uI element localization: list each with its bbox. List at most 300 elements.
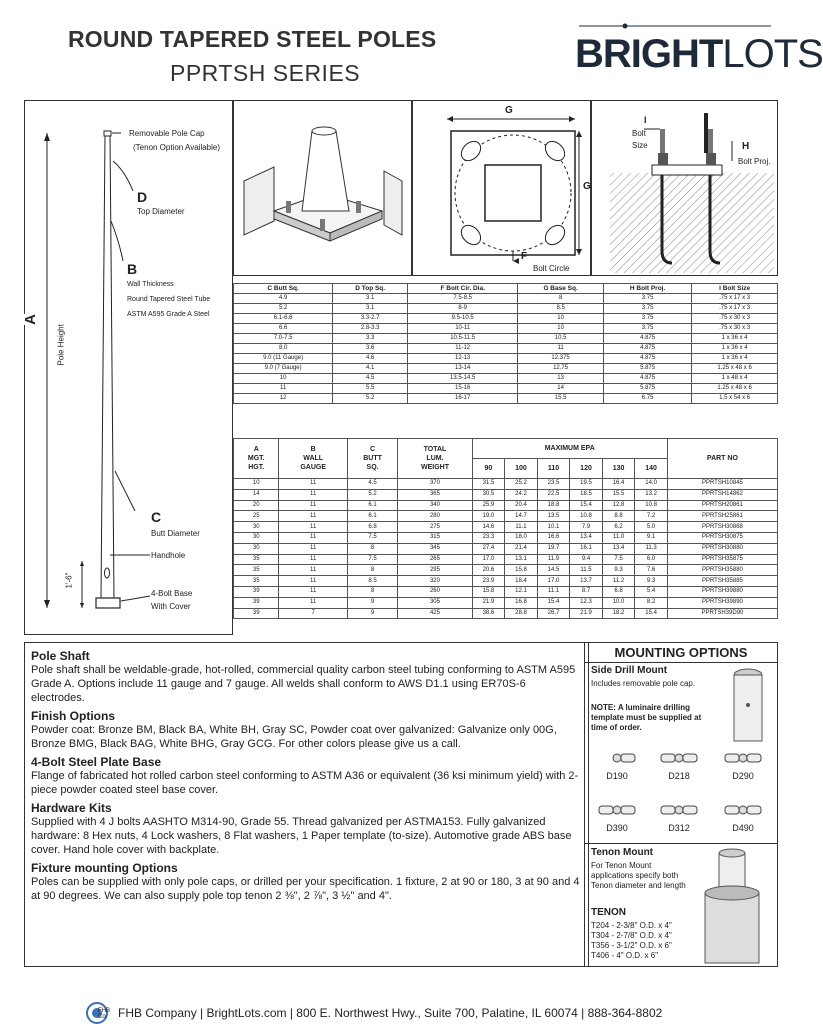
table-cell: 9.1	[635, 532, 668, 543]
table-cell: 12.8	[602, 500, 635, 511]
table-cell: 10.5	[518, 334, 604, 344]
bolt-label: Bolt	[632, 129, 646, 138]
table-cell: 4.5	[333, 374, 408, 384]
table-cell: 7.5	[602, 554, 635, 565]
table-cell: 35	[234, 565, 279, 576]
table-row	[234, 554, 778, 565]
table-cell: 4.875	[603, 374, 691, 384]
mounting-title: MOUNTING OPTIONS	[585, 643, 777, 663]
side-drill-text: Includes removable pole cap.	[591, 679, 696, 688]
table-cell: 1.25 x 48 x 6	[692, 384, 778, 394]
table-cell: PPRTSH39D90	[667, 608, 777, 619]
mount-label: D490	[732, 823, 754, 833]
table-cell: 1.5 x 54 x 6	[692, 394, 778, 404]
table-cell: 17.0	[537, 576, 570, 587]
epa-col: 120	[570, 459, 603, 479]
table-cell: 25.2	[505, 479, 538, 490]
fhb-logo-text: FHB Co.	[98, 1008, 110, 1020]
table-cell: 15.4	[570, 500, 603, 511]
table-cell: 315	[398, 532, 472, 543]
table-row	[234, 344, 778, 354]
b-letter: B	[127, 261, 138, 277]
side-drill-heading: Side Drill Mount	[591, 665, 668, 676]
table-cell: 14	[518, 384, 604, 394]
table-cell: 6.0	[635, 554, 668, 565]
tenon-option: T356 - 3-1/2" O.D. x 6"	[591, 941, 672, 950]
table-cell: 21.9	[472, 597, 505, 608]
d-letter: D	[137, 189, 148, 205]
table-cell: 365	[398, 489, 472, 500]
table-row	[234, 489, 778, 500]
table-row	[234, 374, 778, 384]
table-row	[234, 304, 778, 314]
table-cell: 5.2	[347, 489, 397, 500]
mount-d312	[651, 799, 707, 833]
f-label: F	[521, 251, 528, 262]
finish-heading: Finish Options	[31, 709, 115, 723]
table-cell: 9.4	[570, 554, 603, 565]
table-cell: 11	[279, 500, 347, 511]
mount-d390	[589, 799, 645, 833]
table-cell: 11.9	[537, 554, 570, 565]
bolt-section-box	[591, 100, 778, 276]
table-cell: 6.8	[602, 586, 635, 597]
table-cell: 13.2	[635, 489, 668, 500]
table-cell: 8	[518, 294, 604, 304]
table-cell: 11	[234, 384, 333, 394]
table-cell: 22.5	[537, 489, 570, 500]
table-cell: 7.5-8.5	[408, 294, 518, 304]
g-side-label: G	[583, 181, 591, 192]
table-cell: 19.5	[570, 479, 603, 490]
fhb-logo	[86, 1002, 116, 1029]
table-cell: 11	[279, 586, 347, 597]
pole-spec-table	[233, 438, 778, 619]
col-mgt-hgt: A MGT. HGT.	[234, 439, 279, 479]
table-cell: 25.9	[472, 500, 505, 511]
table-cell: 11.1	[505, 522, 538, 533]
table-cell: 18.2	[602, 608, 635, 619]
table-cell: 20.6	[472, 565, 505, 576]
specifications-box	[24, 642, 589, 967]
table-cell: 12.375	[518, 354, 604, 364]
table-cell: 15.4	[635, 608, 668, 619]
table-cell: 11	[279, 554, 347, 565]
table-row	[234, 565, 778, 576]
side-drill-note: NOTE: A luminaire drilling template must be supplied at time of order.	[591, 703, 702, 732]
page-title: ROUND TAPERED STEEL POLES	[68, 26, 437, 52]
table-cell: 5.2	[333, 394, 408, 404]
table-cell: PPRTSH35880	[667, 565, 777, 576]
table-cell: 275	[398, 522, 472, 533]
table-cell: PPRTSH25861	[667, 511, 777, 522]
table-cell: 11	[518, 344, 604, 354]
mount-d218	[651, 747, 707, 781]
logo-bold: BRIGHT	[575, 32, 723, 76]
table-cell: 21.9	[570, 608, 603, 619]
table-cell: 8	[347, 565, 397, 576]
mount-icon	[651, 799, 707, 821]
table-cell: 11-12	[408, 344, 518, 354]
table-cell: 13.5	[537, 511, 570, 522]
col-butt-sq: C BUTT SQ.	[347, 439, 397, 479]
table-cell: 12.75	[518, 364, 604, 374]
table-cell: 4.1	[333, 364, 408, 374]
table-cell: 23.9	[472, 576, 505, 587]
table-cell: 10.1	[537, 522, 570, 533]
table-cell: 14.6	[472, 522, 505, 533]
t1-header: F Bolt Cir. Dia.	[408, 284, 518, 294]
tenon-mount-heading: Tenon Mount	[591, 847, 654, 858]
g-top-label: G	[505, 105, 513, 116]
brightlots-logo	[575, 24, 823, 80]
table-row	[234, 364, 778, 374]
mounting-options-box	[584, 642, 778, 967]
table-cell: 30.5	[472, 489, 505, 500]
table-cell: 8.8	[602, 511, 635, 522]
table-cell: 5.0	[635, 522, 668, 533]
table-cell: 14	[234, 489, 279, 500]
hardware-text: Supplied with 4 J bolts AASHTO M314-90, Grade 55. Thread galvanized per ASTMA153. Fully galvanized hardware: 8 Hex nuts, 4 Lock washers, 8 Flat washers, 1 Paper template (to-size). Automotive grade ABS base cover. Hand hole cover with backplate.	[31, 816, 572, 856]
mount-label: D218	[668, 771, 690, 781]
logo-light: LOTS	[722, 32, 823, 76]
table-cell: 5.875	[603, 364, 691, 374]
table-cell: 2.8-3.3	[333, 324, 408, 334]
table-cell: 15.8	[472, 586, 505, 597]
table-cell: 27.4	[472, 543, 505, 554]
table-cell: 16.8	[505, 597, 538, 608]
table-cell: 15.4	[537, 597, 570, 608]
mount-d290	[715, 747, 771, 781]
side-drill-pole-icon	[723, 665, 773, 745]
table-cell: 15.8	[505, 565, 538, 576]
epa-col: 90	[472, 459, 505, 479]
table-cell: 14.7	[505, 511, 538, 522]
table-cell: PPRTSH30875	[667, 532, 777, 543]
table-cell: 3.1	[333, 304, 408, 314]
table-cell: 8.7	[570, 586, 603, 597]
table-cell: .75 x 17 x 3	[692, 294, 778, 304]
table-cell: 10-11	[408, 324, 518, 334]
table-cell: 19.0	[472, 511, 505, 522]
table-cell: 13.7	[570, 576, 603, 587]
base-dimensions-table	[233, 283, 778, 404]
table-row	[234, 314, 778, 324]
table-cell: 19.7	[537, 543, 570, 554]
t1-header: G Base Sq.	[518, 284, 604, 294]
table-cell: 11	[279, 489, 347, 500]
mount-icon	[715, 747, 771, 769]
table-row	[234, 294, 778, 304]
table-cell: 320	[398, 576, 472, 587]
table-cell: PPRTSH35885	[667, 576, 777, 587]
table-cell: 260	[398, 586, 472, 597]
table-cell: 5.4	[635, 586, 668, 597]
table-cell: 3.1	[333, 294, 408, 304]
tenon-pole-icon	[693, 849, 773, 965]
table-cell: 30	[234, 522, 279, 533]
table-cell: 5.875	[603, 384, 691, 394]
a-letter: A	[21, 314, 39, 325]
table-cell: 9	[347, 608, 397, 619]
table-cell: 12	[234, 394, 333, 404]
table-cell: 3.3-2.7	[333, 314, 408, 324]
table-cell: 11.1	[537, 586, 570, 597]
table-cell: 265	[398, 554, 472, 565]
table-cell: 18.0	[505, 532, 538, 543]
table-cell: 14.0	[635, 479, 668, 490]
table-cell: 11	[279, 576, 347, 587]
table-cell: 4.5	[347, 479, 397, 490]
table-row	[234, 597, 778, 608]
table-cell: 10	[518, 314, 604, 324]
table-cell: 8.5	[518, 304, 604, 314]
base-plan-drawing	[413, 101, 589, 275]
table-cell: PPRTSH20861	[667, 500, 777, 511]
base-text: Flange of fabricated hot rolled carbon steel conforming to ASTM A36 or equivalent (36 ksi minimum yield) with 2-piece powder coated steel base cover.	[31, 770, 579, 796]
table-cell: 11.0	[602, 532, 635, 543]
table-cell: 7.5	[347, 554, 397, 565]
table-cell: 13.4	[602, 543, 635, 554]
table-cell: .75 x 17 x 3	[692, 304, 778, 314]
table-cell: 3.75	[603, 324, 691, 334]
tenon-heading: TENON	[591, 907, 626, 918]
table-cell: 3.3	[333, 334, 408, 344]
base-height-label: 1'-6"	[64, 572, 74, 589]
table-row	[234, 334, 778, 344]
table-cell: 15.5	[602, 489, 635, 500]
tube-label: Round Tapered Steel Tube	[127, 296, 211, 303]
table-cell: 1 x 36 x 4	[692, 334, 778, 344]
table-cell: 23.5	[537, 479, 570, 490]
table-cell: PPRTSH14862	[667, 489, 777, 500]
table-cell: 26.7	[537, 608, 570, 619]
col-wall-gauge: B WALL GAUGE	[279, 439, 347, 479]
table-cell: 10	[234, 374, 333, 384]
cover-label: With Cover	[151, 602, 191, 611]
table-cell: 18.4	[505, 576, 538, 587]
table-cell: 28.8	[505, 608, 538, 619]
table-cell: 11	[279, 597, 347, 608]
table-cell: 25	[234, 511, 279, 522]
table-cell: 7.6	[635, 565, 668, 576]
table-cell: 20	[234, 500, 279, 511]
table-cell: 8.5	[347, 576, 397, 587]
mount-d490	[715, 799, 771, 833]
table-cell: 6.2	[602, 522, 635, 533]
tenon-option: T204 - 2-3/8" O.D. x 4"	[591, 921, 672, 930]
table-cell: 1 x 36 x 4	[692, 344, 778, 354]
tenon-mount-text: For Tenon Mount applications specify both Tenon diameter and length	[591, 861, 686, 890]
epa-col: 140	[635, 459, 668, 479]
table-cell: 12.1	[505, 586, 538, 597]
table-cell: 11	[279, 532, 347, 543]
table-cell: 3.75	[603, 314, 691, 324]
mount-icon	[715, 799, 771, 821]
table-cell: 39	[234, 608, 279, 619]
table-cell: 7.0-7.5	[234, 334, 333, 344]
i-label: I	[644, 115, 647, 125]
table-cell: 9.5-10.5	[408, 314, 518, 324]
table-cell: .75 x 30 x 3	[692, 314, 778, 324]
table-row	[234, 354, 778, 364]
table-cell: 6.6	[234, 324, 333, 334]
table-cell: 9	[347, 597, 397, 608]
table-cell: 9.0 (11 Gauge)	[234, 354, 333, 364]
table-cell: 11.2	[602, 576, 635, 587]
table-cell: 12-13	[408, 354, 518, 364]
size-label: Size	[632, 141, 648, 150]
t1-header: I Bolt Size	[692, 284, 778, 294]
table-cell: 39	[234, 586, 279, 597]
bolt-proj-label: Bolt Proj.	[738, 157, 771, 166]
table-cell: 10	[234, 479, 279, 490]
table-cell: 4.6	[333, 354, 408, 364]
table-cell: 30	[234, 543, 279, 554]
mount-label: D390	[606, 823, 628, 833]
table-cell: 4.875	[603, 354, 691, 364]
table-row	[234, 384, 778, 394]
table-cell: 11	[279, 511, 347, 522]
table-cell: 13-14	[408, 364, 518, 374]
table-cell: 3.75	[603, 304, 691, 314]
table-cell: 1 x 48 x 4	[692, 374, 778, 384]
logo-bulb-icon	[575, 24, 775, 80]
base-plan-box	[412, 100, 591, 276]
base-iso-box	[233, 100, 412, 276]
table-cell: 12.3	[570, 597, 603, 608]
table-cell: 10.5-11.5	[408, 334, 518, 344]
table-cell: 7.9	[570, 522, 603, 533]
epa-col: 100	[505, 459, 538, 479]
t1-header: H Bolt Proj.	[603, 284, 691, 294]
col-part-no: PART NO	[667, 439, 777, 479]
table-cell: 13.5-14.5	[408, 374, 518, 384]
astm-label: ASTM A595 Grade A Steel	[127, 311, 210, 318]
table-cell: 8	[347, 543, 397, 554]
table-cell: 4.9	[234, 294, 333, 304]
table-cell: 8.2	[635, 597, 668, 608]
table-cell: PPRTSH39880	[667, 586, 777, 597]
table-cell: 305	[398, 597, 472, 608]
table-cell: 13.4	[570, 532, 603, 543]
table-cell: 295	[398, 565, 472, 576]
hardware-heading: Hardware Kits	[31, 801, 112, 815]
table-cell: PPRTSH30868	[667, 522, 777, 533]
table-cell: 7.2	[635, 511, 668, 522]
table-cell: 16.6	[537, 532, 570, 543]
epa-col: 130	[602, 459, 635, 479]
table-row	[234, 608, 778, 619]
table-cell: 10	[518, 324, 604, 334]
table-row	[234, 522, 778, 533]
table-cell: 8	[347, 586, 397, 597]
table-cell: 5.5	[333, 384, 408, 394]
table-cell: 280	[398, 511, 472, 522]
tenon-option: T304 - 2-7/8" O.D. x 4"	[591, 931, 672, 940]
table-cell: 17.0	[472, 554, 505, 565]
table-cell: 18.5	[570, 489, 603, 500]
table-cell: 13	[518, 374, 604, 384]
finish-text: Powder coat: Bronze BM, Black BA, White BH, Gray SC, Powder coat over galvanized: Galvanize only 00G, Bronze BMG, Black BAG, White BHG, Gray GCG. For other colors please give us a call.	[31, 724, 557, 750]
table-row	[234, 511, 778, 522]
table-cell: 7.5	[347, 532, 397, 543]
epa-col: 110	[537, 459, 570, 479]
table-cell: 16.1	[570, 543, 603, 554]
wall-thickness-label: Wall Thickness	[127, 281, 174, 288]
table-cell: 11	[279, 522, 347, 533]
fixture-text: Poles can be supplied with only pole caps, or drilled per your specification. 1 fixture, 2 at 90 or 180, 3 at 90 and 4 at 90 degrees. We can also supply pole top tenon 2 ⅜", 2 ⅞", 3 ½" and 4".	[31, 876, 580, 902]
tenon-option-label: (Tenon Option Available)	[133, 143, 221, 152]
col-weight: TOTAL LUM. WEIGHT	[398, 439, 472, 479]
table-cell: 9.3	[635, 576, 668, 587]
table-cell: 4.875	[603, 334, 691, 344]
table-cell: 7	[279, 608, 347, 619]
table-row	[234, 500, 778, 511]
h-label: H	[742, 141, 750, 152]
table-cell: 340	[398, 500, 472, 511]
mount-icon	[651, 747, 707, 769]
table-row	[234, 394, 778, 404]
table-cell: 24.2	[505, 489, 538, 500]
table-cell: 9.3	[602, 565, 635, 576]
table-cell: PPRTSH39890	[667, 597, 777, 608]
butt-diameter-label: Butt Diameter	[151, 529, 200, 538]
pole-shaft-text: Pole shaft shall be weldable-grade, hot-rolled, commercial quality carbon steel tubing conforming to ASTM A595 Grade A. Options include 11 gauge and 7 gauge. All welds shall conform to AWS D1.1 using ER70S-6 electrodes.	[31, 664, 576, 704]
table-cell: 8-9	[408, 304, 518, 314]
fixture-heading: Fixture mounting Options	[31, 861, 178, 875]
pole-shaft-heading: Pole Shaft	[31, 649, 90, 663]
table-cell: 23.3	[472, 532, 505, 543]
table-cell: 35	[234, 554, 279, 565]
table-cell: 425	[398, 608, 472, 619]
table-cell: 6.1-6.6	[234, 314, 333, 324]
table-cell: 10.0	[602, 597, 635, 608]
bolt-circle-label: Bolt Circle	[533, 264, 570, 273]
table-cell: 15.5	[518, 394, 604, 404]
table-cell: 1.25 x 48 x 6	[692, 364, 778, 374]
pole-diagram-box	[21, 100, 233, 635]
table-row	[234, 324, 778, 334]
table-cell: 11.5	[570, 565, 603, 576]
table-cell: 11	[279, 479, 347, 490]
table-cell: 38.6	[472, 608, 505, 619]
table-cell: 13.1	[505, 554, 538, 565]
pole-drawing	[25, 101, 231, 633]
table-row	[234, 586, 778, 597]
c-letter: C	[151, 509, 162, 525]
table-cell: 6.1	[347, 511, 397, 522]
table-cell: 370	[398, 479, 472, 490]
table-cell: 11	[279, 565, 347, 576]
pole-height-label: Pole Height	[56, 324, 66, 366]
bolt-section-drawing	[592, 101, 776, 275]
base-label: 4-Bolt Base	[151, 589, 193, 598]
table-cell: 345	[398, 543, 472, 554]
table-cell: 3.75	[603, 294, 691, 304]
table-cell: 5.2	[234, 304, 333, 314]
mount-label: D190	[606, 771, 628, 781]
table-cell: PPRTSH10845	[667, 479, 777, 490]
t1-header: D Top Sq.	[333, 284, 408, 294]
table-cell: 35	[234, 576, 279, 587]
table-cell: 4.875	[603, 344, 691, 354]
table-cell: 1 x 36 x 4	[692, 354, 778, 364]
table-cell: 9.0 (7 Gauge)	[234, 364, 333, 374]
table-row	[234, 576, 778, 587]
table-row	[234, 479, 778, 490]
mount-icon	[589, 799, 645, 821]
